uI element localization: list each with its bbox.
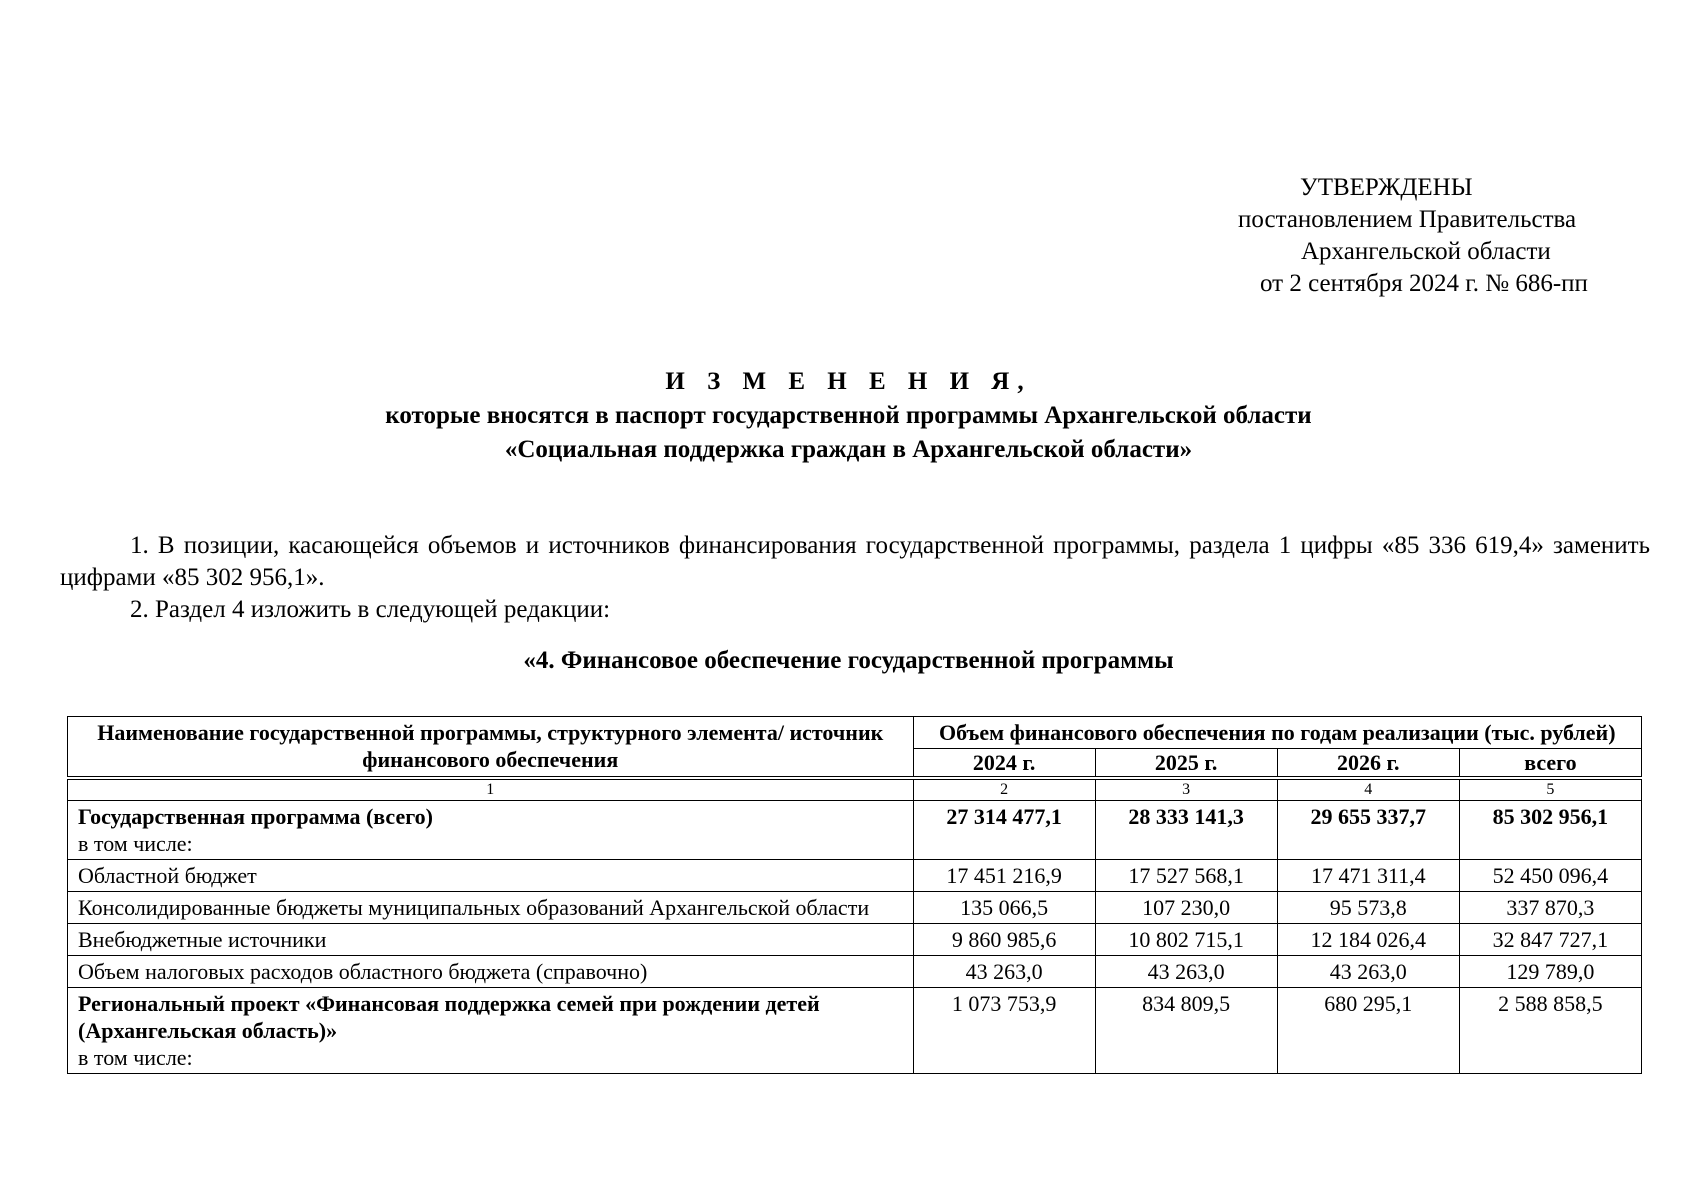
value-cell: 2 588 858,5 [1459, 988, 1641, 1074]
value-cell: 17 527 568,1 [1095, 860, 1277, 892]
header-year-2024: 2024 г. [913, 749, 1095, 777]
table-row [68, 860, 1642, 892]
value-cell: 680 295,1 [1277, 988, 1459, 1074]
value-cell: 43 263,0 [1095, 956, 1277, 988]
value-cell: 85 302 956,1 [1459, 801, 1641, 860]
index-cell: 5 [1459, 780, 1641, 801]
table-header-row [68, 717, 1642, 749]
approval-heading: УТВЕРЖДЕНЫ [1300, 174, 1473, 201]
value-cell: 29 655 337,7 [1277, 801, 1459, 860]
row-name-cell [68, 988, 914, 1074]
table-row [68, 988, 1642, 1074]
value-cell: 10 802 715,1 [1095, 924, 1277, 956]
row-name: Областной бюджет [68, 860, 914, 892]
row-name: Региональный проект «Финансовая поддержка семей при рождении детей (Архангельская область)» [78, 991, 820, 1043]
header-volume-column: Объем финансового обеспечения по годам реализации (тыс. рублей) [913, 717, 1641, 749]
approval-date-number: от 2 сентября 2024 г. № 686-пп [1260, 270, 1588, 297]
header-name-column: Наименование государственной программы, структурного элемента/ источник финансового обеспечения [68, 717, 914, 777]
row-name-cell [68, 801, 914, 860]
section-title: «4. Финансовое обеспечение государственной программы [523, 647, 1174, 674]
approval-authority: постановлением Правительства [1238, 206, 1577, 233]
index-cell: 2 [913, 780, 1095, 801]
row-subnote: в том числе: [78, 831, 193, 856]
title-program-name: «Социальная поддержка граждан в Архангельской области» [504, 436, 1193, 463]
table-row [68, 892, 1642, 924]
title-caption: И З М Е Н Е Н И Я, [665, 368, 1032, 395]
value-cell: 28 333 141,3 [1095, 801, 1277, 860]
table-row [68, 924, 1642, 956]
paragraph-1: 1. В позиции, касающейся объемов и источников финансирования государственной программы, раздела 1 цифры «85 336 619,4» заменить цифрами «85 302 956,1». [60, 532, 1650, 591]
value-cell: 43 263,0 [913, 956, 1095, 988]
value-cell: 32 847 727,1 [1459, 924, 1641, 956]
table-row [68, 956, 1642, 988]
document-title [0, 365, 1697, 467]
value-cell: 135 066,5 [913, 892, 1095, 924]
value-cell: 1 073 753,9 [913, 988, 1095, 1074]
value-cell: 95 573,8 [1277, 892, 1459, 924]
index-cell: 4 [1277, 780, 1459, 801]
value-cell: 12 184 026,4 [1277, 924, 1459, 956]
paragraph-2: 2. Раздел 4 изложить в следующей редакции: [130, 596, 611, 623]
header-year-2025: 2025 г. [1095, 749, 1277, 777]
value-cell: 107 230,0 [1095, 892, 1277, 924]
table-row [68, 801, 1642, 860]
value-cell: 834 809,5 [1095, 988, 1277, 1074]
value-cell: 27 314 477,1 [913, 801, 1095, 860]
financing-table [67, 716, 1642, 1074]
row-name: Государственная программа (всего) [78, 804, 433, 829]
value-cell: 52 450 096,4 [1459, 860, 1641, 892]
value-cell: 337 870,3 [1459, 892, 1641, 924]
title-subject: которые вносятся в паспорт государственной программы Архангельской области [385, 402, 1312, 429]
value-cell: 17 471 311,4 [1277, 860, 1459, 892]
row-name: Внебюджетные источники [68, 924, 914, 956]
index-cell: 3 [1095, 780, 1277, 801]
index-cell: 1 [68, 780, 914, 801]
value-cell: 43 263,0 [1277, 956, 1459, 988]
approval-stamp [1238, 172, 1645, 300]
header-year-2026: 2026 г. [1277, 749, 1459, 777]
approval-region: Архангельской области [1301, 238, 1551, 265]
value-cell: 9 860 985,6 [913, 924, 1095, 956]
row-name: Объем налоговых расходов областного бюджета (справочно) [68, 956, 914, 988]
row-name: Консолидированные бюджеты муниципальных образований Архангельской области [68, 892, 914, 924]
row-subnote: в том числе: [78, 1045, 193, 1070]
header-total: всего [1459, 749, 1641, 777]
table-index-row [68, 780, 1642, 801]
value-cell: 129 789,0 [1459, 956, 1641, 988]
value-cell: 17 451 216,9 [913, 860, 1095, 892]
